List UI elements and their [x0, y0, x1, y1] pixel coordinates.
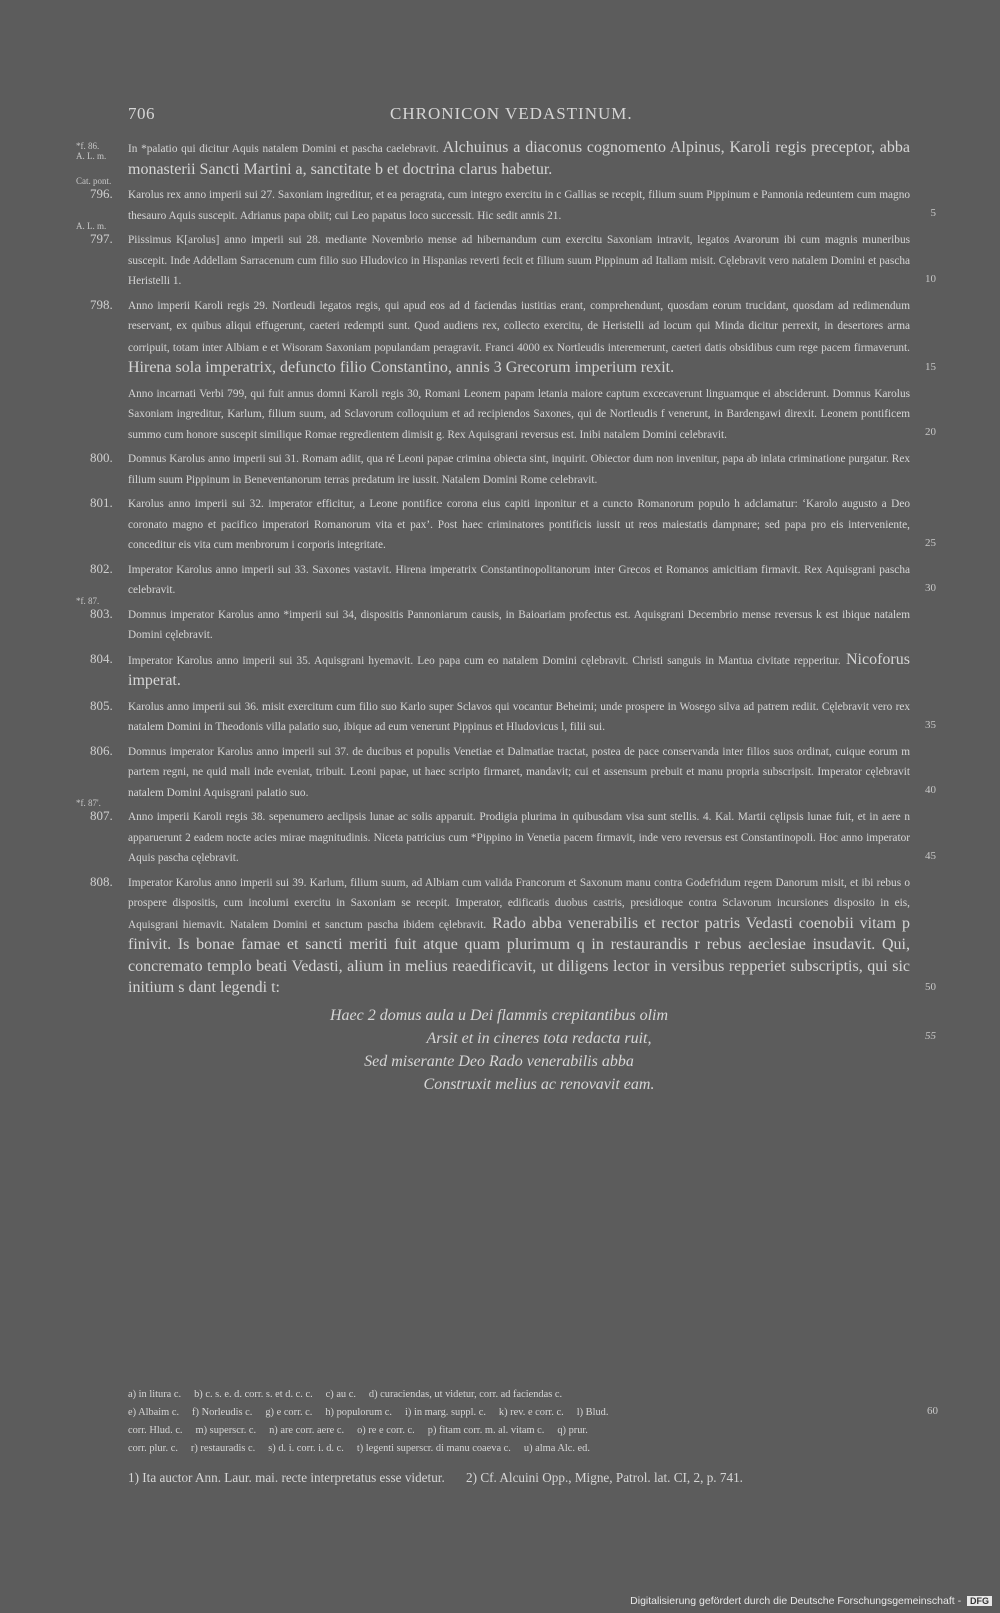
entry-annal: Karolus anno imperii sui 32. imperator efficitur, a Leone pontifice corona eius capiti inponitur et a cuncto Romanorum populo h adclamatur: ‘Karolo augusto a Deo coronato magno et pacifico imperatori Romanorum vita et pax’. Post haec criminatores pontificis iussit ut reos maiestatis dampnare; sed papa pro eis interveniente, conceditur eis vita cum menbrorum i corporis integritate.: [128, 498, 910, 551]
entry-year: 798.: [90, 296, 113, 312]
line-number: 55: [925, 1029, 936, 1042]
line-number: 40: [925, 784, 936, 796]
verse-line: Haec 2 domus aula u Dei flammis crepitantibus olim: [329, 1006, 669, 1024]
chronicle-entry: [90, 697, 936, 738]
entry-year: 804.: [90, 650, 113, 666]
entry-annal: In *palatio qui dicitur Aquis natalem Domini et pascha caelebravit.: [128, 143, 439, 155]
verse-line: Arsit et in cineres tota redacta ruit,: [426, 1029, 652, 1047]
entry-annal: Domnus Karolus anno imperii sui 31. Romam adiit, qua ré Leoni papae crimina obiecta sint, inquirit. Obiector dum non invenitur, papa ab inlata criminatione purgatur. Rex filium suum Pippinum in Beneventanorum terras predatum ire iussit. Natalem Domini Rome celebravit.: [128, 453, 910, 486]
chronicle-entry: [76, 221, 936, 292]
entry-year: 801.: [90, 495, 113, 510]
entry-text: [128, 873, 910, 1000]
entry-text: [128, 138, 910, 181]
entry-year: 797.: [90, 231, 113, 246]
line-number: 5: [930, 207, 936, 219]
verse-inscription: [128, 1004, 936, 1096]
chronicle-entry: [90, 494, 936, 556]
dfg-logo: DFG: [967, 1596, 992, 1606]
entry-text: [128, 494, 910, 556]
line-number: 45: [925, 849, 936, 862]
entry-annal: Karolus rex anno imperii sui 27. Saxoniam ingreditur, et ea peragrata, cum integro exercitu in c Gallias se recepit, filium suum Pippinum e Pannonia redeuntem cum magno thesauro Aquis suscepit. Adrianus papa obiit; cui Leo papatus loco successit. Hic sedit annis 21.: [128, 189, 910, 222]
margin-note: *f. 86. A. L. m.: [76, 141, 107, 161]
credit-text: Digitalisierung gefördert durch die Deutsche Forschungsgemeinschaft -: [630, 1595, 962, 1607]
entry-chronicler-addition: Alchuinus a diaconus cognomento Alpinus, Karoli regis preceptor, abba monasterii Sancti Martini a, sanctitate b et doctrina clarus habetur.: [128, 139, 910, 178]
entry-year: 796.: [90, 186, 113, 201]
source-note: 2) Cf. Alcuini Opp., Migne, Patrol. lat. CI, 2, p. 741.: [466, 1470, 743, 1485]
source-note: 1) Ita auctor Ann. Laur. mai. recte interpretatus esse videtur.: [128, 1470, 445, 1485]
margin-note: *f. 87.: [76, 595, 100, 606]
line-number: 50: [925, 980, 936, 993]
margin-note: *f. 87'.: [76, 798, 101, 808]
apparatus-line: corr. plur. c. r) restauradis c. s) d. i. corr. i. d. c. t) legenti superscr. di manu coaeva c. u) alma Alc. ed.: [128, 1443, 590, 1454]
entry-text: [128, 650, 910, 693]
apparatus-line: e) Albaim c. f) Norleudis c. g) e corr. c. h) populorum c. i) in marg. suppl. c. k) rev. e corr. c. l) Blud.: [128, 1407, 609, 1418]
entry-annal: Imperator Karolus anno imperii sui 35. Aquisgrani hyemavit. Leo papa cum eo natalem Domini cęlebravit. Christi sanguis in Mantua civitate repperitur.: [128, 654, 841, 667]
page-number: 706: [128, 104, 155, 123]
entry-text: [128, 449, 910, 490]
entry-text: [128, 807, 910, 869]
chronicle-entry: [76, 595, 910, 646]
verse-line: Sed miserante Deo Rado venerabilis abba: [364, 1052, 634, 1070]
entry-chronicler-addition: Hirena sola imperatrix, defuncto filio Constantino, annis 3 Grecorum imperium rexit.: [128, 359, 675, 376]
entry-annal: Karolus anno imperii sui 36. misit exercitum cum filio suo Karlo super Sclavos qui vocantur Beheimi; unde prospere in Wosego silva ad patrem rediit. Cęlebravit vero rex natalem Domini in Theodonis villa palatio suo, ibique ad eum venerunt Pippinus et Hludovicus l, filii sui.: [128, 700, 910, 733]
line-number: 20: [925, 426, 936, 438]
entry-text: [128, 742, 910, 804]
entry-text: [128, 605, 910, 646]
entry-year: 807.: [90, 808, 113, 823]
entry-annal: Piissimus K[arolus] anno imperii sui 28. mediante Novembrio mense ad hibernandum cum exercitu Saxoniam intravit, legatos Avarorum ibi cum magnis muneribus suscepit. Inde Addellam Sarracenum cum filio suo Hludovico in Hispanias reverti fecit et filium suum Pippinum ad Italiam misit. Cęlebravit vero natalem Domini et pascha Heristelli 1.: [128, 234, 910, 287]
digitization-credit: [630, 1595, 992, 1607]
entry-text: [128, 560, 910, 601]
verse-line: Construxit melius ac renovavit eam.: [423, 1075, 655, 1093]
margin-note: Cat. pont.: [76, 176, 112, 186]
apparatus-line: a) in litura c. b) c. s. e. d. corr. s. et d. c. c. c) au c. d) curaciendas, ut videtur, corr. ad faciendas c.: [128, 1389, 563, 1400]
margin-note: A. L. m.: [76, 221, 107, 231]
entry-annal: Imperator Karolus anno imperii sui 39. Karlum, filium suum, ad Albiam cum valida Francorum et Saxonum manu contra Godefridum regem Danorum misit, et ibi rebus o prospere dispositis, cum incolumi exercitu in Saxoniam se recepit. Imperator, edificatis duobus castris, presidioque contra Sclavorum incursiones disposito in eis, Aquisgrani hiemavit. Natalem Domini et sanctum pascha ibidem cęlebravit.: [128, 876, 910, 931]
entry-annal: Domnus imperator Karolus anno *imperii sui 34, dispositis Pannoniarum causis, in Baioariam profectus est. Aquisgrani Decembrio mense reversus k est ibique natalem Domini cęlebravit.: [128, 608, 910, 641]
chronicle-entry: [90, 873, 936, 1000]
entry-text: [128, 230, 910, 292]
entry-year: 806.: [90, 742, 113, 758]
chronicle-entry: [128, 384, 936, 446]
entry-annal: Anno incarnati Verbi 799, qui fuit annus domni Karoli regis 30, Romani Leonem papam letania maiore captum excecaverunt linguamque ei absciderunt. Domnus Karolus Saxoniam ingreditur, Karlum, filium suum, ad Sclavorum colloquium et ad recipiendos Saxones, qui de Nortleudis f venerunt, in Bardengawi direxit. Leonem pontificem summo cum honore suscepit similique Romae regredientem dimisit g. Rex Aquisgrani reversus est. Inibi natalem Domini celebravit.: [128, 387, 910, 441]
footnote-line-number: 60: [927, 1405, 938, 1417]
entry-text: [128, 185, 910, 226]
entry-chronicler-addition: Rado abba venerabilis et rector patris Vedasti coenobii vitam p finivit. Is bonae famae et sancti meriti fuit atque quam plurimum q in restaurandis r rebus aeclesiae insudavit. Qui, concremato templo beati Vedasti, alium in melius reaedificavit, ut diligens lector in versibus repperiet subscriptis, qui sic initium s dant legendi t:: [128, 914, 910, 996]
chronicle-body: [0, 138, 1000, 1096]
line-number: 25: [925, 536, 936, 549]
chronicle-entry: [90, 296, 936, 380]
entry-year: 808.: [90, 873, 113, 889]
critical-apparatus: [128, 1386, 938, 1458]
entry-text: [128, 384, 910, 446]
entry-text: [128, 296, 910, 380]
entry-annal: Anno imperii Karoli regis 38. sepenumero aeclipsis lunae ac solis apparuit. Prodigia plurima in quibusdam visa sunt stellis. 4. Kal. Martii cęlipsis lunae fuit, et in aere n apparuerunt 2 eadem nocte acies mirae magnitudinis. Niceta patricius cum *Pippino in Venetia pacem firmavit, inde vero reversus est Constantinopoli. Hoc anno imperator Aquis pascha cęlebravit.: [128, 811, 910, 864]
chronicle-entry: [90, 449, 910, 490]
entry-annal: Anno imperii Karoli regis 29. Nortleudi legatos regis, qui apud eos ad d faciendas iustitias erant, comprehendunt, quosdam eorum trucidant, quosdam ad redimendum reservant, ex quibus aliqui effugerunt, caeteri redempti sunt. Quod audiens rex, collecto exercitu, de Heristelli ad locum qui Minda dicitur perrexit, in desertores arma corripuit, totam inter Albiam e et Wisoram Saxoniam populandam peragravit. Franci 4000 ex Nortleudis interemerunt, caeteri datis obsidibus cum rege pacem firmaverunt.: [128, 299, 910, 354]
entry-year: 802.: [90, 560, 113, 576]
entry-year: 803.: [90, 605, 113, 621]
line-number: 35: [925, 718, 936, 731]
chronicle-entry: [76, 798, 936, 869]
apparatus-line: corr. Hlud. c. m) superscr. c. n) are corr. aere c. o) re e corr. c. p) fitam corr. m. al. vitam c. q) prur.: [128, 1425, 588, 1436]
chronicle-entry: [90, 742, 936, 804]
entry-year: 805.: [90, 697, 113, 713]
line-number: 30: [925, 581, 936, 594]
entry-annal: Domnus imperator Karolus anno imperii sui 37. de ducibus et populis Venetiae et Dalmatiae tractat, postea de pace conservanda inter filios suos ordinat, cuique eorum m partem regni, ne quid mali inde eveniat, tribuit. Leoni papae, ut haec scripto firmaret, mandavit; cui et assensum prebuit et manu propria subscripsit. Imperator cęlebravit natalem Domini Aquisgrani palatio suo.: [128, 745, 910, 799]
chronicle-entry: [90, 650, 910, 693]
entry-chronicler-addition: Nicoforus imperat.: [128, 650, 910, 689]
entry-text: [128, 697, 910, 738]
line-number: 15: [925, 360, 936, 373]
entry-year: 800.: [90, 450, 113, 465]
entry-annal: Imperator Karolus anno imperii sui 33. Saxones vastavit. Hirena imperatrix Constantinopolitanorum inter Grecos et Romanos amicitiam firmavit. Rex Aquisgrani pascha celebravit.: [128, 563, 910, 596]
line-number: 10: [925, 272, 936, 285]
source-notes: [128, 1470, 910, 1486]
chronicle-entry: [90, 560, 936, 601]
running-title: CHRONICON VEDASTINUM.: [390, 104, 633, 123]
